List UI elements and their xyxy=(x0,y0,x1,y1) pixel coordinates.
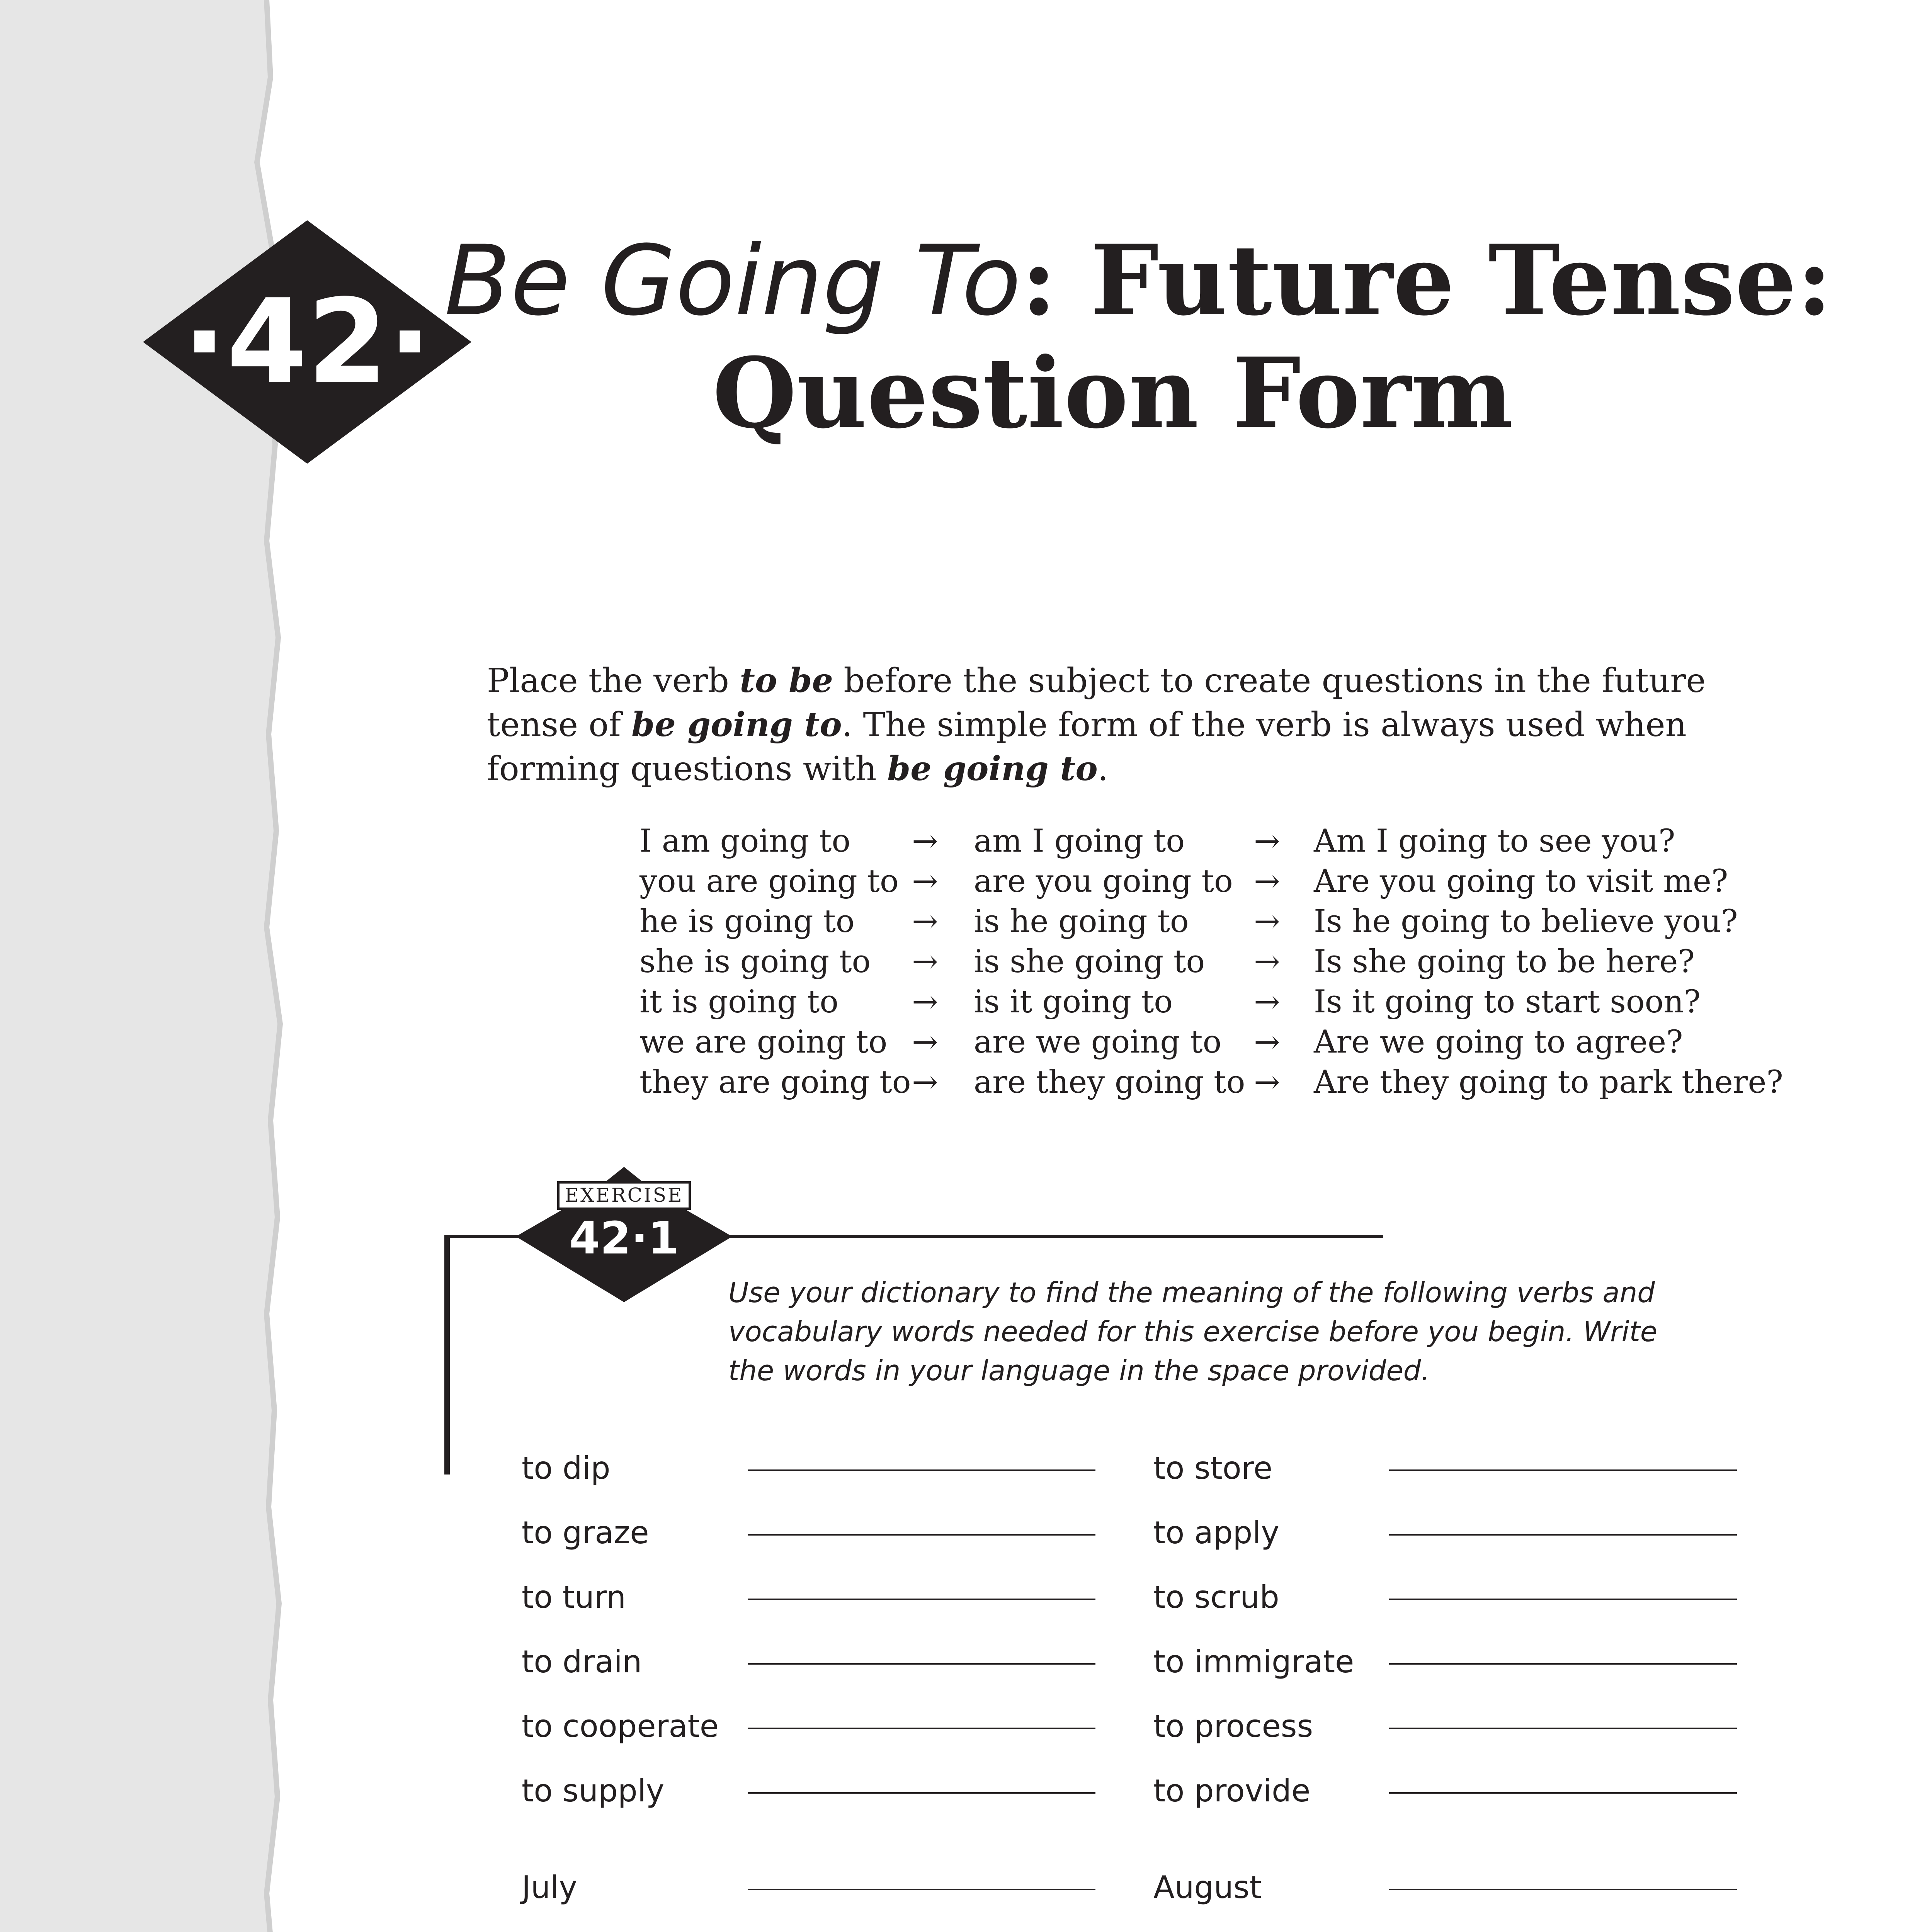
arrow-icon: → xyxy=(912,1024,938,1060)
chapter-number: ·42· xyxy=(182,274,432,409)
conjugation-row xyxy=(639,901,1760,942)
vocab-word: to drain xyxy=(522,1644,642,1680)
answer-blank[interactable] xyxy=(1389,1728,1737,1729)
exercise-label: EXERCISE xyxy=(565,1184,684,1206)
vocab-word: to turn xyxy=(522,1579,626,1615)
example-question: Am I going to see you? xyxy=(1314,823,1675,859)
answer-blank[interactable] xyxy=(1389,1889,1737,1890)
answer-blank[interactable] xyxy=(748,1663,1095,1665)
vocab-word: to process xyxy=(1153,1708,1313,1744)
question-form: is it going to xyxy=(974,984,1173,1020)
example-question: Is he going to believe you? xyxy=(1314,903,1738,940)
conjugation-row xyxy=(639,861,1760,901)
vocab-word: to immigrate xyxy=(1153,1644,1354,1680)
arrow-icon: → xyxy=(912,823,938,859)
question-form: is he going to xyxy=(974,903,1189,940)
statement-form: I am going to xyxy=(639,823,851,859)
arrow-icon: → xyxy=(1254,863,1280,900)
vocab-word: to store xyxy=(1153,1450,1273,1486)
answer-blank[interactable] xyxy=(1389,1663,1737,1665)
question-form: am I going to xyxy=(974,823,1185,859)
vocab-word: July xyxy=(522,1869,577,1905)
answer-blank[interactable] xyxy=(748,1534,1095,1536)
question-form: are they going to xyxy=(974,1064,1245,1100)
arrow-icon: → xyxy=(1254,984,1280,1020)
arrow-icon: → xyxy=(1254,903,1280,940)
statement-form: he is going to xyxy=(639,903,855,940)
arrow-icon: → xyxy=(912,984,938,1020)
example-question: Are you going to visit me? xyxy=(1314,863,1728,900)
vocab-word: to supply xyxy=(522,1773,665,1809)
title-line2: Question Form xyxy=(712,336,1514,450)
example-question: Is it going to start soon? xyxy=(1314,984,1701,1020)
conjugation-row xyxy=(639,942,1760,982)
arrow-icon: → xyxy=(1254,1024,1280,1060)
example-question: Is she going to be here? xyxy=(1314,944,1695,980)
answer-blank[interactable] xyxy=(748,1889,1095,1890)
answer-blank[interactable] xyxy=(748,1599,1095,1600)
vocab-word: August xyxy=(1153,1869,1262,1905)
conjugation-row xyxy=(639,982,1760,1022)
vocab-word: to dip xyxy=(522,1450,611,1486)
example-question: Are we going to agree? xyxy=(1314,1024,1683,1060)
vocab-word: to graze xyxy=(522,1515,649,1551)
page-title xyxy=(444,223,1832,450)
conjugation-table xyxy=(639,821,1783,1102)
arrow-icon: → xyxy=(912,863,938,900)
arrow-icon: → xyxy=(912,944,938,980)
answer-blank[interactable] xyxy=(748,1728,1095,1729)
statement-form: they are going to xyxy=(639,1064,911,1100)
arrow-icon: → xyxy=(1254,823,1280,859)
answer-blank[interactable] xyxy=(1389,1534,1737,1536)
example-question: Are they going to park there? xyxy=(1314,1064,1783,1100)
answer-blank[interactable] xyxy=(1389,1469,1737,1471)
question-form: is she going to xyxy=(974,944,1205,980)
answer-blank[interactable] xyxy=(1389,1792,1737,1794)
exercise-number: 42·1 xyxy=(569,1213,679,1264)
statement-form: we are going to xyxy=(639,1024,888,1060)
title-italic: Be Going To xyxy=(444,224,1021,337)
question-form: are we going to xyxy=(974,1024,1222,1060)
conjugation-row xyxy=(639,1062,1783,1102)
vocab-word: to scrub xyxy=(1153,1579,1279,1615)
statement-form: it is going to xyxy=(639,984,839,1020)
conjugation-row xyxy=(639,821,1760,861)
vocab-word: to cooperate xyxy=(522,1708,719,1744)
vocab-word: to provide xyxy=(1153,1773,1311,1809)
statement-form: you are going to xyxy=(639,863,899,900)
title-rest: : Future Tense: xyxy=(1021,223,1832,337)
vocab-word: to apply xyxy=(1153,1515,1279,1551)
question-form: are you going to xyxy=(974,863,1233,900)
exercise-instructions: Use your dictionary to find the meaning of the following verbs and vocabulary words needed for this exercise before you begin. Write the words in your language in the space provided. xyxy=(728,1276,1658,1387)
statement-form: she is going to xyxy=(639,944,871,980)
answer-blank[interactable] xyxy=(748,1792,1095,1794)
answer-blank[interactable] xyxy=(1389,1599,1737,1600)
arrow-icon: → xyxy=(1254,944,1280,980)
arrow-icon: → xyxy=(912,1064,938,1100)
conjugation-row xyxy=(639,1022,1760,1062)
intro-paragraph: Place the verb to be before the subject to create questions in the future tense of be going to. The simple form of the verb is always used when forming questions with be going to. xyxy=(487,661,1706,788)
answer-blank[interactable] xyxy=(748,1469,1095,1471)
arrow-icon: → xyxy=(912,903,938,940)
arrow-icon: → xyxy=(1254,1064,1280,1100)
